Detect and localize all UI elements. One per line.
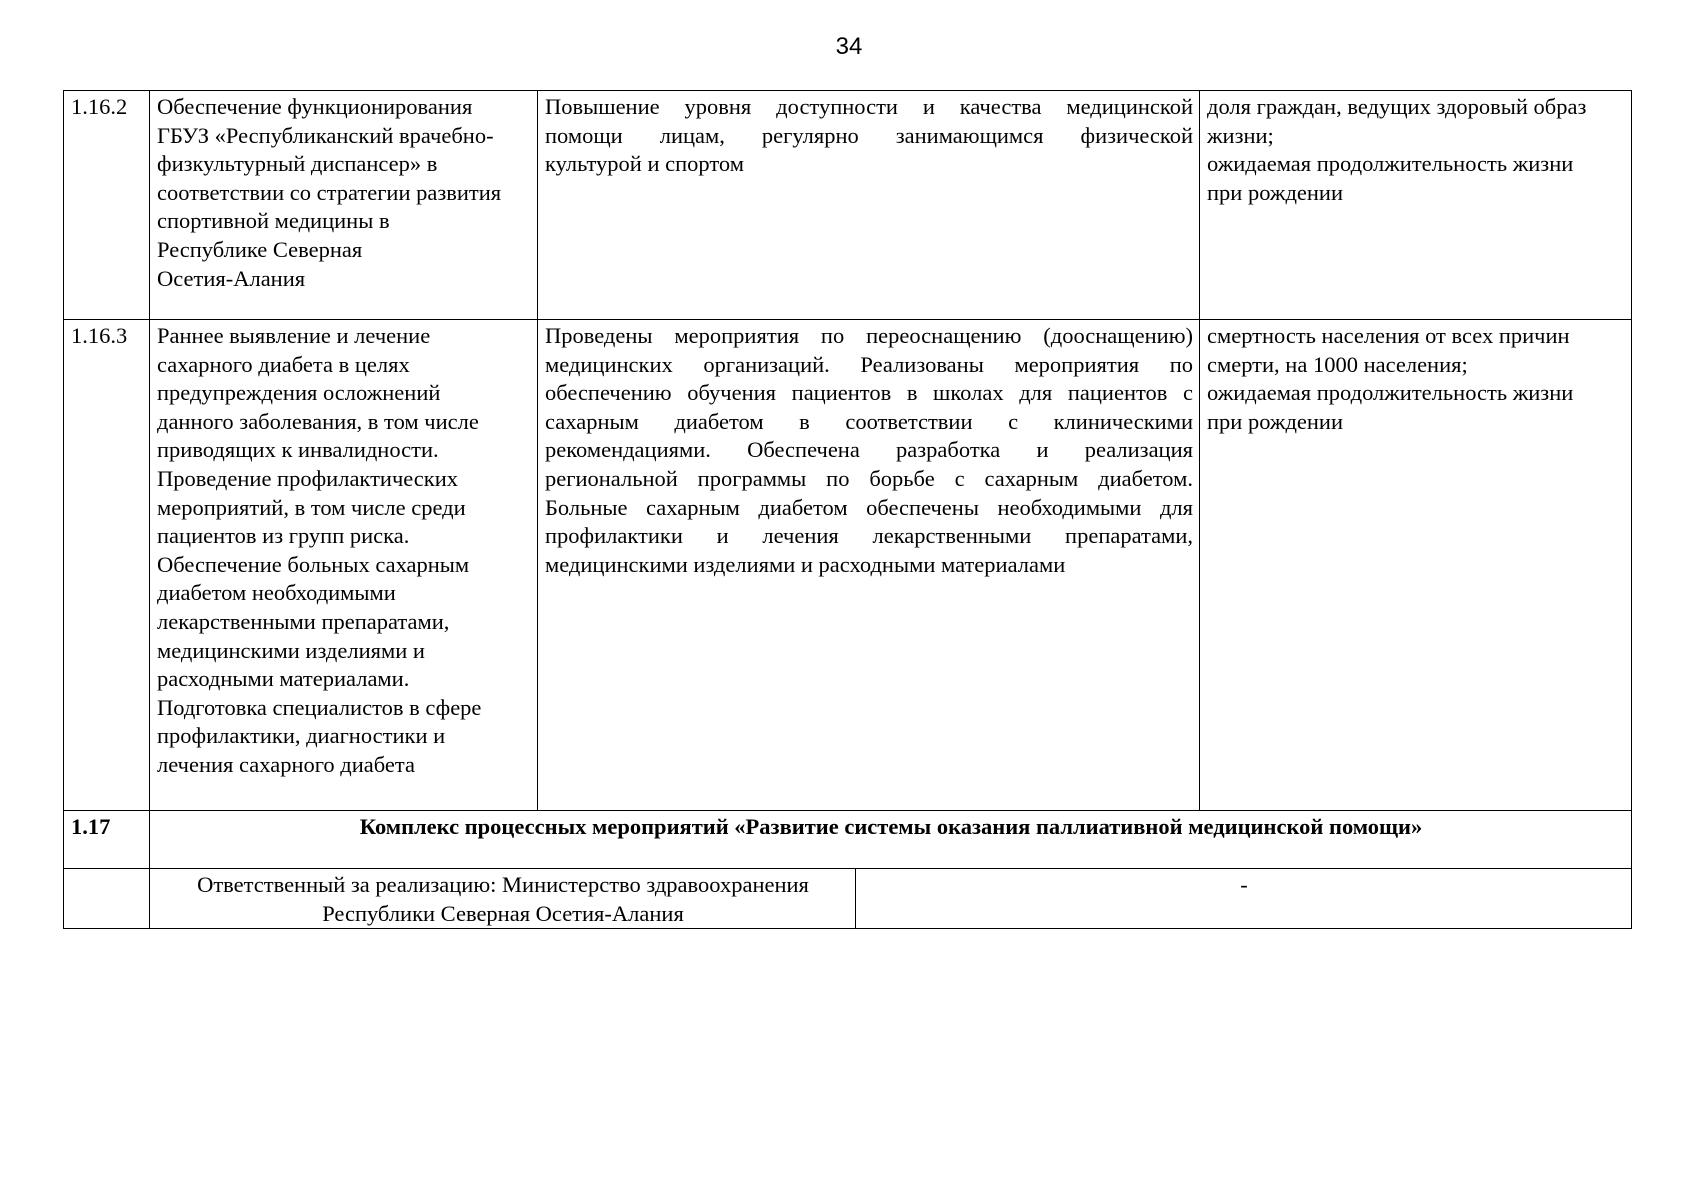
task-cell	[150, 320, 538, 811]
indicator-cell	[1200, 320, 1632, 811]
text-line: физкультурный диспансер» в	[157, 151, 438, 177]
text-line: соответствии со стратегии развития	[157, 179, 502, 205]
responsible-cell	[150, 869, 856, 929]
text-line: помощи лицам, регулярно занимающимся физической	[545, 122, 1193, 148]
page-number: 34	[835, 33, 863, 60]
text-line: профилактики, диагностики и	[157, 723, 446, 749]
section-row	[64, 811, 1632, 869]
text-line: региональной программы по борьбе с сахарным диабетом.	[545, 465, 1193, 491]
empty-cell	[64, 869, 150, 929]
text-line: предупреждения осложнений	[157, 380, 441, 406]
responsible-row	[64, 869, 1632, 929]
text-line: ожидаемая продолжительность жизни	[1207, 380, 1574, 406]
text-line: Республики Северная Осетия-Алания	[322, 900, 684, 926]
text-line: Обеспечение больных сахарным	[157, 551, 470, 577]
indicator-cell	[1200, 91, 1632, 320]
text-line: культурой и спортом	[545, 151, 744, 177]
text-line: Ответственный за реализацию: Министерство здравоохранения	[197, 872, 809, 897]
row-number: 1.16.2	[64, 91, 150, 320]
section-title: Комплекс процессных мероприятий «Развитие системы оказания паллиативной медицинской помощи»	[150, 811, 1632, 869]
text-line: ГБУЗ «Республиканский врачебно-	[157, 122, 494, 148]
measures-table	[63, 90, 1632, 929]
text-line: лекарственными препаратами,	[157, 608, 450, 634]
table-row	[64, 91, 1632, 320]
text-line: Проведение профилактических	[157, 465, 459, 491]
text-line: диабетом необходимыми	[157, 580, 396, 606]
text-line: медицинскими изделиями и	[157, 637, 425, 663]
text-line: медицинскими изделиями и расходными материалами	[545, 551, 1066, 577]
text-line: лечения сахарного диабета	[157, 751, 415, 777]
task-cell	[150, 91, 538, 320]
text-line: при рождении	[1207, 408, 1343, 434]
text-line: сахарного диабета в целях	[157, 351, 410, 377]
text-line: спортивной медицины в	[157, 208, 390, 234]
text-line: Проведены мероприятия по переоснащению (дооснащению)	[545, 323, 1193, 348]
text-line: пациентов из групп риска.	[157, 523, 410, 549]
table-row	[64, 320, 1632, 811]
text-line: данного заболевания, в том числе	[157, 408, 479, 434]
text-line: рекомендациями. Обеспечена разработка и реализация	[545, 437, 1193, 463]
period-cell: -	[856, 869, 1632, 929]
text-line: Обеспечение функционирования	[157, 94, 473, 119]
text-line: доля граждан, ведущих здоровый образ	[1207, 94, 1587, 119]
text-line: обеспечению обучения пациентов в школах для пациентов с	[545, 380, 1193, 406]
text-line: жизни;	[1207, 122, 1274, 148]
text-line: Больные сахарным диабетом обеспечены необходимыми для	[545, 494, 1193, 520]
text-line: смертность населения от всех причин	[1207, 323, 1570, 348]
effect-cell	[538, 91, 1200, 320]
text-line: приводящих к инвалидности.	[157, 437, 439, 463]
text-line: Повышение уровня доступности и качества медицинской	[545, 94, 1193, 119]
text-line: медицинских организаций. Реализованы мероприятия по	[545, 351, 1193, 377]
text-line: профилактики и лечения лекарственными препаратами,	[545, 523, 1193, 549]
section-number: 1.17	[64, 811, 150, 869]
text-line: Осетия-Алания	[157, 265, 306, 291]
text-line: расходными материалами.	[157, 666, 410, 692]
text-line: при рождении	[1207, 179, 1343, 205]
text-line: смерти, на 1000 населения;	[1207, 351, 1468, 377]
text-line: Раннее выявление и лечение	[157, 323, 431, 348]
row-number: 1.16.3	[64, 320, 150, 811]
text-line: сахарным диабетом в соответствии с клиническими	[545, 408, 1193, 434]
text-line: Республике Северная	[157, 236, 363, 262]
effect-cell	[538, 320, 1200, 811]
text-line: мероприятий, в том числе среди	[157, 494, 466, 520]
text-line: Подготовка специалистов в сфере	[157, 694, 482, 720]
text-line: ожидаемая продолжительность жизни	[1207, 151, 1574, 177]
